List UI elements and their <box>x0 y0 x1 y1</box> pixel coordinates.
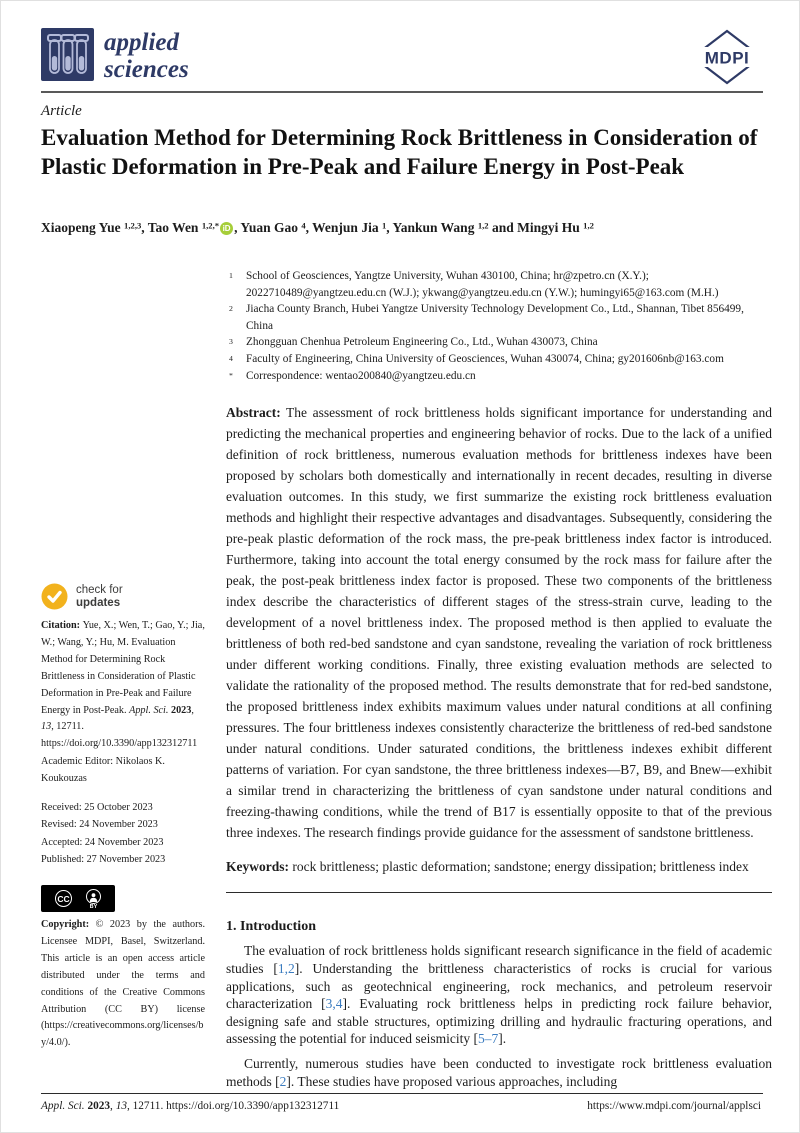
affiliation-4: 4 Faculty of Engineering, China University of Geosciences, Wuhan 430074, China; gy201606nb@163.com <box>226 351 772 368</box>
person-icon <box>86 889 101 904</box>
section-heading-introduction: 1. Introduction <box>226 919 316 935</box>
journal-name-line1: applied <box>104 29 179 56</box>
mdpi-logo-text: MDPI <box>704 48 750 68</box>
footer-citation: Appl. Sci. 2023, 13, 12711. https://doi.org/10.3390/app132312711 <box>41 1100 340 1112</box>
abstract <box>226 402 772 843</box>
check-for-updates-badge[interactable] <box>41 583 123 610</box>
published-date: Published: 27 November 2023 <box>41 853 166 865</box>
mdpi-diamond-icon <box>691 29 763 85</box>
page-title: Evaluation Method for Determining Rock Brittleness in Consideration of Plastic Deformation in Pre-Peak and Failure Energy in Post-Peak <box>41 125 758 179</box>
received-date: Received: 25 October 2023 <box>41 802 153 813</box>
header-divider <box>41 91 763 93</box>
by-label: BY <box>89 904 98 910</box>
footer-divider <box>41 1093 763 1094</box>
mdpi-logo <box>691 29 763 85</box>
keywords-label: Keywords: <box>226 859 289 875</box>
abstract-divider <box>226 892 772 893</box>
check-icon <box>41 583 68 610</box>
citation-ref[interactable]: 2 <box>279 1073 287 1089</box>
academic-editor: Academic Editor: Nikolaos K. Koukouzas <box>41 756 165 784</box>
introduction-paragraph-2: Currently, numerous studies have been conducted to investigate rock brittleness evaluation methods [2]. These studies have proposed various approaches, including <box>226 1055 772 1089</box>
keywords-text: rock brittleness; plastic deformation; sandstone; energy dissipation; brittleness index <box>292 859 749 875</box>
authors-part2: , Yuan Gao $^4$, Wenjun Jia $^1$, Yankun Wang $^{1,2}$ and Mingyi Hu $^{1,2}$ <box>234 220 594 235</box>
abstract-text: The assessment of rock brittleness holds significant importance for understanding and predicting the mechanical properties and engineering behavior of rocks. Due to the lack of a unified definition of rock brittleness, numerous evaluation methods for brittleness indexes have been proposed by scholars both domestically and internationally in recent decades, resulting in diverse evaluation outcomes. In this study, we first summarize the existing rock brittleness evaluation methods and highlight their respective advantages and disadvantages. Subsequently, considering the pre-peak plastic deformation of the rock mass, the pre-peak brittleness index factor is introduced. Furthermore, taking into account the total energy consumed by the rock mass for failure after the peak, the post-peak brittleness index factor is proposed. These two components of the brittleness index describe the characteristics of different stages of the stress-strain curve, leading to the development of a novel brittleness index. The proposed method is then applied to evaluate the brittleness of both red-bed sandstone and cyan sandstone, revealing the variation of rock brittleness under different working conditions. Finally, three existing evaluation methods are selected to validate the rationality of the proposed method. The results demonstrate that for red-bed sandstone, the proposed brittleness index exhibits maximum values under natural conditions at all confining pressures. The four brittleness indexes consistently characterize the brittleness of red-bed sandstone under natural conditions. Under saturated conditions, the brittleness indexes exhibit different patterns of variation. For cyan sandstone, the three brittleness indexes—B7, B9, and Bnew—exhibit a similar trend in characterizing the brittleness of cyan sandstone under natural conditions and freezing-thawing conditions, while the trend of B17 is essentially opposite to that of the previous three indexes. The research findings provide guidance for the assessment of sandstone brittleness. <box>226 405 772 841</box>
citation-ref[interactable]: 1,2 <box>277 960 295 976</box>
authors-part1: Xiaopeng Yue $^{1,2,3}$, Tao Wen $^{1,2,*}$ <box>41 220 220 235</box>
affiliation-2: 2 Jiacha County Branch, Hubei Yangtze University Technology Development Co., Ltd., Shannan, Tibet 856499, China <box>229 303 744 332</box>
affiliation-marker: 2 <box>229 304 233 314</box>
affiliation-correspondence: * Correspondence: wentao200840@yangtzeu.edu.cn <box>226 368 772 385</box>
affiliation-marker: 4 <box>229 353 233 363</box>
affiliation-1: 1 School of Geosciences, Yangtze University, Wuhan 430100, China; hr@zpetro.cn (X.Y.); 2022710489@yangtzeu.edu.cn (W.J.); ykwang@yangtzeu.edu.cn (Y.W.); humingyi65@163.com (M.H.) <box>229 270 719 299</box>
by-attribution <box>86 889 101 910</box>
cc-by-license-badge[interactable] <box>41 885 115 912</box>
journal-name-line2: sciences <box>104 56 189 83</box>
journal-name <box>104 29 189 83</box>
citation-ref[interactable]: 5–7 <box>477 1031 499 1047</box>
article-dates <box>41 799 205 868</box>
article-type-label: Article <box>41 103 82 119</box>
keywords <box>226 856 772 877</box>
accepted-date: Accepted: 24 November 2023 <box>41 836 164 848</box>
abstract-label: Abstract: <box>226 405 281 421</box>
orcid-icon[interactable]: iD <box>220 222 233 235</box>
affiliation-3: 3 Zhongguan Chenhua Petroleum Engineering Co., Ltd., Wuhan 430073, China <box>226 334 772 351</box>
applied-sciences-logo <box>41 28 94 81</box>
citation-ref[interactable]: 3,4 <box>325 996 343 1012</box>
citation-block: Citation: Yue, X.; Wen, T.; Gao, Y.; Jia, W.; Wang, Y.; Hu, M. Evaluation Method for Determining Rock Brittleness in Consideration of Plastic Deformation in Pre-Peak and Failure Energy in Post-Peak. Appl. Sci. 2023, 13, 12711. https://doi.org/10.3390/app132312711 <box>41 620 205 750</box>
introduction-paragraph-1: The evaluation of rock brittleness holds significant research significance in the field of academic studies [1,2]. Understanding the brittleness characteristics of rocks is crucial for various applications, such as geotechnical engineering, rock mechanics, and petroleum reservoir characterization [3,4]. Evaluating rock brittleness helps in predicting rock failure behavior, designing safe and stable structures, optimizing drilling and hydraulic fracturing operations, and assessing the potential for induced seismicity [5–7]. <box>226 943 773 1047</box>
authors-line <box>41 220 771 236</box>
affiliation-marker: * <box>229 370 233 380</box>
main-column <box>226 268 772 1090</box>
copyright-block: Copyright: © 2023 by the authors. Licensee MDPI, Basel, Switzerland. This article is an open access article distributed under the terms and conditions of the Creative Commons Attribution (CC BY) license (https://creativecommons.org/licenses/by/4.0/). <box>41 919 206 1049</box>
cc-icon: CC <box>55 890 72 907</box>
test-tubes-icon <box>41 28 94 81</box>
footer-journal-url: https://www.mdpi.com/journal/applsci <box>587 1100 761 1112</box>
affiliation-marker: 1 <box>229 271 233 280</box>
revised-date: Revised: 24 November 2023 <box>41 819 158 831</box>
check-for-updates-label: check for updates <box>76 584 123 609</box>
affiliation-marker: 3 <box>229 337 233 347</box>
